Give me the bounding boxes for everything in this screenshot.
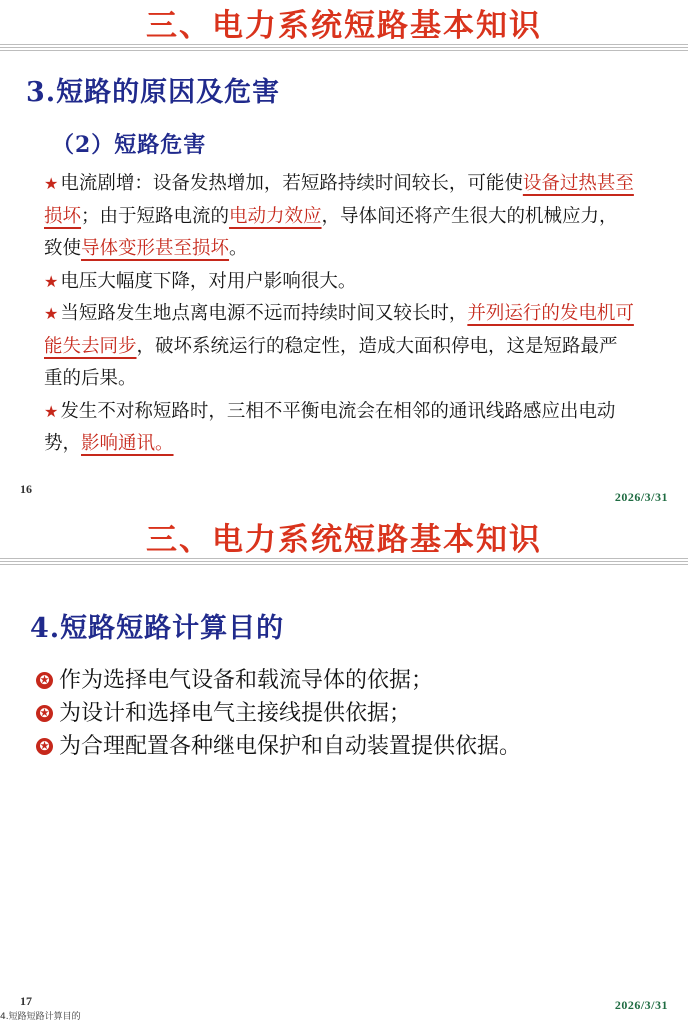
list-item-text: 为合理配置各种继电保护和自动装置提供依据。 <box>59 734 522 759</box>
star-icon: ★ <box>44 401 59 421</box>
text-run: 电压大幅度下降，对用户影响很大。 <box>60 270 357 292</box>
highlight-text: 并列运行的发电机可能失去同步 <box>44 303 634 357</box>
highlight-text: 影响通讯。 <box>81 433 174 454</box>
list-item <box>36 664 656 697</box>
list-item-text: 作为选择电气设备和载流导体的依据； <box>59 668 434 693</box>
section-heading: 4.短路短路计算目的 <box>30 613 285 644</box>
slide-title: 三、电力系统短路基本知识 <box>146 8 542 44</box>
slide-date: 2026/3/31 <box>614 998 668 1012</box>
list-item <box>36 697 656 730</box>
bullet-paragraph <box>44 266 634 299</box>
star-icon: ★ <box>44 271 59 291</box>
highlight-text: 电动力效应 <box>229 205 322 227</box>
star-circle-icon: ✪ <box>36 705 53 722</box>
content-body <box>44 168 634 461</box>
slide-title: 三、电力系统短路基本知识 <box>146 522 542 558</box>
page-number: 17 <box>20 994 32 1008</box>
subheading: （2）短路危害 <box>52 132 207 158</box>
highlight-text: 导体变形甚至损坏 <box>81 238 230 259</box>
text-run: ；由于短路电流的 <box>81 205 230 227</box>
title-divider <box>0 44 688 52</box>
list-item-text: 为设计和选择电气主接线提供依据； <box>59 701 412 726</box>
text-run: ，导体间还将产生很大的机械应力，致使 <box>44 205 618 259</box>
bullet-paragraph <box>44 298 634 396</box>
text-run: 发生不对称短路时，三相不平衡电流会在相邻的通讯线路感应出电动势， <box>44 400 616 454</box>
title-divider <box>0 558 688 566</box>
slide-17 <box>0 512 688 1022</box>
bullet-paragraph <box>44 168 634 266</box>
list-item <box>36 730 656 763</box>
star-icon: ★ <box>44 174 59 193</box>
bullet-paragraph <box>44 396 634 461</box>
text-run: 当短路发生地点离电源不远而持续时间又较长时， <box>60 303 468 324</box>
page-number: 16 <box>20 482 32 496</box>
star-circle-icon: ✪ <box>36 738 53 755</box>
text-run: 电流剧增：设备发热增加，若短路持续时间较长，可能使 <box>60 173 523 194</box>
highlight-text: 设备过热甚至损坏 <box>44 173 634 227</box>
slide-date: 2026/3/31 <box>614 490 668 504</box>
bottom-caption: 4.短路短路计算目的 <box>0 1012 81 1022</box>
star-icon: ★ <box>44 304 59 323</box>
text-run: 。 <box>229 238 248 259</box>
text-run: ，破坏系统运行的稳定性，造成大面积停电，这是短路最严重的后果。 <box>44 335 618 389</box>
section-heading: 3.短路的原因及危害 <box>26 77 281 108</box>
star-circle-icon: ✪ <box>36 672 53 689</box>
purpose-list <box>36 664 656 763</box>
